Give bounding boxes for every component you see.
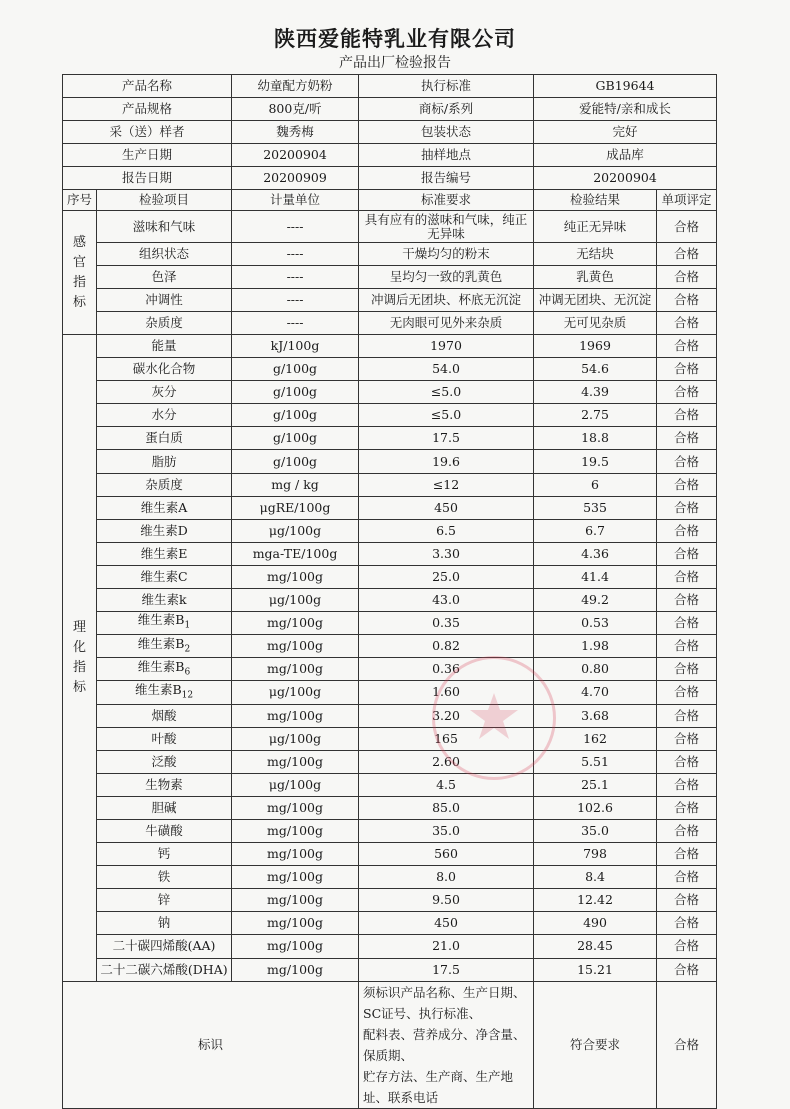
table-row [63,681,717,704]
result: 102.6 [534,796,657,819]
verdict: 合格 [657,589,717,612]
verdict: 合格 [657,211,717,243]
verdict: 合格 [657,958,717,981]
requirement: 9.50 [359,889,534,912]
requirement: 1.60 [359,681,534,704]
result: 19.5 [534,450,657,473]
info-row [63,144,717,167]
table-row [63,727,717,750]
verdict: 合格 [657,358,717,381]
table-row [63,750,717,773]
item-subscript: 2 [184,644,191,655]
unit: mg/100g [232,819,359,842]
info-row [63,98,717,121]
requirement: 85.0 [359,796,534,819]
table-row [63,289,717,312]
report-title: 产品出厂检验报告 [339,55,451,71]
unit: μgRE/100g [232,496,359,519]
verdict: 合格 [657,612,717,635]
item-name [97,404,232,427]
inspection-table-body [63,75,717,1109]
result: 28.45 [534,935,657,958]
unit: mg/100g [232,612,359,635]
info-row [63,121,717,144]
unit: ---- [232,289,359,312]
verdict: 合格 [657,404,717,427]
table-row [63,773,717,796]
item-name [97,819,232,842]
item-name [97,866,232,889]
group-label-text: 理化指标 [72,619,86,695]
requirement: 3.30 [359,542,534,565]
requirement: 呈均匀一致的乳黄色 [359,266,534,289]
info-value: 20200904 [232,144,359,167]
unit: μg/100g [232,589,359,612]
verdict: 合格 [657,773,717,796]
unit: μg/100g [232,727,359,750]
result: 4.70 [534,681,657,704]
result: 0.80 [534,658,657,681]
verdict: 合格 [657,635,717,658]
item-name-text: 能量 [151,338,177,354]
item-name-text: 维生素B [137,635,185,651]
item-name-text: 烟酸 [151,707,177,723]
info-label: 报告日期 [63,167,232,190]
info-value: 爱能特/亲和成长 [534,98,717,121]
verdict: 合格 [657,912,717,935]
info-label: 抽样地点 [359,144,534,167]
requirement: ≤12 [359,473,534,496]
requirement: 35.0 [359,819,534,842]
item-name [97,704,232,727]
unit: mg/100g [232,866,359,889]
item-name [97,935,232,958]
requirement: 4.5 [359,773,534,796]
item-name-text: 钙 [157,846,171,862]
column-header: 标准要求 [359,190,534,211]
item-name-text: 叶酸 [151,730,177,746]
verdict: 合格 [657,335,717,358]
requirement: 25.0 [359,565,534,588]
requirement: 1970 [359,335,534,358]
unit: ---- [232,211,359,243]
item-name-text: 维生素k [141,592,187,608]
requirement: 无肉眼可见外来杂质 [359,312,534,335]
table-row [63,496,717,519]
verdict: 合格 [657,889,717,912]
unit: g/100g [232,358,359,381]
unit: ---- [232,266,359,289]
verdict: 合格 [657,542,717,565]
item-name [97,773,232,796]
item-name [97,843,232,866]
result: 8.4 [534,866,657,889]
result: 5.51 [534,750,657,773]
group-label-text: 感官指标 [72,234,86,310]
table-row [63,565,717,588]
item-name [97,358,232,381]
result: 1.98 [534,635,657,658]
table-row [63,404,717,427]
column-header-row [63,190,717,211]
result: 49.2 [534,589,657,612]
requirement: 3.20 [359,704,534,727]
result: 535 [534,496,657,519]
verdict: 合格 [657,473,717,496]
result: 4.36 [534,542,657,565]
verdict: 合格 [657,450,717,473]
result: 3.68 [534,704,657,727]
result: 490 [534,912,657,935]
table-row [63,243,717,266]
table-row [63,889,717,912]
verdict: 合格 [657,312,717,335]
verdict: 合格 [657,704,717,727]
table-row [63,427,717,450]
column-header: 序号 [63,190,97,211]
label-result: 符合要求 [534,981,657,1108]
item-name-text: 水分 [151,407,177,423]
verdict: 合格 [657,381,717,404]
verdict: 合格 [657,519,717,542]
unit: kJ/100g [232,335,359,358]
item-name [97,450,232,473]
requirement: ≤5.0 [359,404,534,427]
verdict: 合格 [657,750,717,773]
table-row [63,335,717,358]
label-verdict: 合格 [657,981,717,1108]
table-row [63,589,717,612]
table-row [63,519,717,542]
result: 1969 [534,335,657,358]
column-header: 单项评定 [657,190,717,211]
unit: mg/100g [232,935,359,958]
item-name [97,889,232,912]
requirement: ≤5.0 [359,381,534,404]
item-name-text: 钠 [157,915,171,931]
verdict: 合格 [657,727,717,750]
unit: mg/100g [232,704,359,727]
item-subscript: 12 [181,690,194,701]
requirement: 43.0 [359,589,534,612]
item-name [97,519,232,542]
requirement-line: 配料表、营养成分、净含量、保质期、 [363,1026,526,1063]
result: 35.0 [534,819,657,842]
unit: mg / kg [232,473,359,496]
requirement: 560 [359,843,534,866]
requirement: 19.6 [359,450,534,473]
result: 12.42 [534,889,657,912]
item-name-text: 维生素E [140,545,188,561]
requirement: 17.5 [359,427,534,450]
table-row [63,635,717,658]
table-row [63,612,717,635]
item-name-text: 碳水化合物 [132,361,196,377]
item-subscript: 6 [184,667,191,678]
item-name-text: 铁 [157,869,171,885]
table-row [63,912,717,935]
requirement: 2.60 [359,750,534,773]
item-name [97,381,232,404]
unit: mga-TE/100g [232,542,359,565]
result: 冲调无团块、无沉淀 [534,289,657,312]
requirement: 冲调后无团块、杯底无沉淀 [359,289,534,312]
item-name-text: 脂肪 [151,453,177,469]
item-name-text: 生物素 [145,776,183,792]
table-row [63,843,717,866]
requirement: 450 [359,496,534,519]
table-row [63,358,717,381]
table-row [63,866,717,889]
unit: mg/100g [232,750,359,773]
verdict: 合格 [657,243,717,266]
requirement-line: 贮存方法、生产商、生产地址、联系电话 [363,1068,514,1105]
requirement: 具有应有的滋味和气味，纯正无异味 [359,211,534,243]
unit: g/100g [232,404,359,427]
table-row [63,450,717,473]
item-subscript: 1 [184,620,191,631]
requirement: 0.36 [359,658,534,681]
unit: mg/100g [232,635,359,658]
item-name: 色泽 [97,266,232,289]
unit: mg/100g [232,958,359,981]
verdict: 合格 [657,681,717,704]
item-name [97,565,232,588]
item-name-text: 蛋白质 [145,430,183,446]
item-name: 冲调性 [97,289,232,312]
result: 6.7 [534,519,657,542]
unit: ---- [232,243,359,266]
item-name-text: 维生素B [137,612,185,628]
item-name-text: 维生素D [140,522,188,538]
table-row [63,473,717,496]
requirement: 8.0 [359,866,534,889]
unit: mg/100g [232,889,359,912]
item-name-text: 维生素C [140,568,188,584]
table-row [63,312,717,335]
info-label: 执行标准 [359,75,534,98]
unit: μg/100g [232,773,359,796]
item-name [97,427,232,450]
info-value: 成品库 [534,144,717,167]
item-name [97,589,232,612]
inspection-table [62,74,717,1109]
table-row [63,211,717,243]
table-row [63,796,717,819]
info-row [63,75,717,98]
requirement: 0.82 [359,635,534,658]
requirement: 6.5 [359,519,534,542]
column-header: 计量单位 [232,190,359,211]
item-name [97,796,232,819]
verdict: 合格 [657,658,717,681]
unit: ---- [232,312,359,335]
unit: mg/100g [232,658,359,681]
result: 798 [534,843,657,866]
info-value: 幼童配方奶粉 [232,75,359,98]
verdict: 合格 [657,843,717,866]
item-name [97,750,232,773]
info-value: 800克/听 [232,98,359,121]
label-row [63,981,717,1108]
unit: mg/100g [232,796,359,819]
item-name [97,612,232,635]
unit: g/100g [232,381,359,404]
info-label: 产品规格 [63,98,232,121]
verdict: 合格 [657,935,717,958]
requirement: 165 [359,727,534,750]
verdict: 合格 [657,819,717,842]
info-label: 包装状态 [359,121,534,144]
item-name [97,335,232,358]
verdict: 合格 [657,866,717,889]
info-value: GB19644 [534,75,717,98]
verdict: 合格 [657,565,717,588]
info-label: 采（送）样者 [63,121,232,144]
requirement: 54.0 [359,358,534,381]
requirement: 450 [359,912,534,935]
item-name [97,635,232,658]
table-row [63,381,717,404]
info-label: 报告编号 [359,167,534,190]
result: 25.1 [534,773,657,796]
result: 乳黄色 [534,266,657,289]
unit: g/100g [232,450,359,473]
item-name: 杂质度 [97,312,232,335]
verdict: 合格 [657,266,717,289]
result: 41.4 [534,565,657,588]
group-label-physchem [63,335,97,982]
requirement: 21.0 [359,935,534,958]
item-name-text: 二十碳四烯酸(AA) [112,938,216,954]
result: 6 [534,473,657,496]
item-name-text: 维生素A [140,499,188,515]
item-name [97,681,232,704]
label-requirement [359,981,534,1108]
column-header: 检验项目 [97,190,232,211]
item-name-text: 泛酸 [151,753,177,769]
unit: μg/100g [232,681,359,704]
table-row [63,819,717,842]
result: 纯正无异味 [534,211,657,243]
requirement: 0.35 [359,612,534,635]
result: 162 [534,727,657,750]
info-label: 商标/系列 [359,98,534,121]
company-title: 陕西爱能特乳业有限公司 [274,26,516,51]
label-item: 标识 [63,981,359,1108]
result: 18.8 [534,427,657,450]
item-name-text: 维生素B [134,681,182,697]
item-name-text: 牛磺酸 [145,823,183,839]
result: 54.6 [534,358,657,381]
info-label: 生产日期 [63,144,232,167]
verdict: 合格 [657,289,717,312]
result: 2.75 [534,404,657,427]
info-value: 20200904 [534,167,717,190]
item-name-text: 灰分 [151,384,177,400]
requirement: 干燥均匀的粉末 [359,243,534,266]
unit: μg/100g [232,519,359,542]
verdict: 合格 [657,427,717,450]
item-name [97,658,232,681]
info-label: 产品名称 [63,75,232,98]
result: 无可见杂质 [534,312,657,335]
item-name [97,496,232,519]
table-row [63,704,717,727]
item-name-text: 锌 [157,892,171,908]
item-name-text: 杂质度 [145,476,183,492]
info-value: 魏秀梅 [232,121,359,144]
item-name [97,727,232,750]
table-row [63,542,717,565]
unit: mg/100g [232,565,359,588]
table-row [63,958,717,981]
info-row [63,167,717,190]
table-row [63,658,717,681]
item-name [97,912,232,935]
info-value: 完好 [534,121,717,144]
column-header: 检验结果 [534,190,657,211]
verdict: 合格 [657,796,717,819]
item-name: 组织状态 [97,243,232,266]
info-value: 20200909 [232,167,359,190]
verdict: 合格 [657,496,717,519]
result: 无结块 [534,243,657,266]
item-name [97,473,232,496]
item-name-text: 维生素B [137,658,185,674]
table-row [63,935,717,958]
table-row [63,266,717,289]
requirement-line: 须标识产品名称、生产日期、SC证号、执行标准、 [363,984,526,1021]
item-name [97,542,232,565]
group-label-sensory [63,211,97,335]
result: 0.53 [534,612,657,635]
result: 4.39 [534,381,657,404]
item-name [97,958,232,981]
item-name-text: 二十二碳六烯酸(DHA) [100,961,228,977]
requirement: 17.5 [359,958,534,981]
result: 15.21 [534,958,657,981]
item-name-text: 胆碱 [151,799,177,815]
unit: mg/100g [232,843,359,866]
unit: mg/100g [232,912,359,935]
item-name: 滋味和气味 [97,211,232,243]
unit: g/100g [232,427,359,450]
